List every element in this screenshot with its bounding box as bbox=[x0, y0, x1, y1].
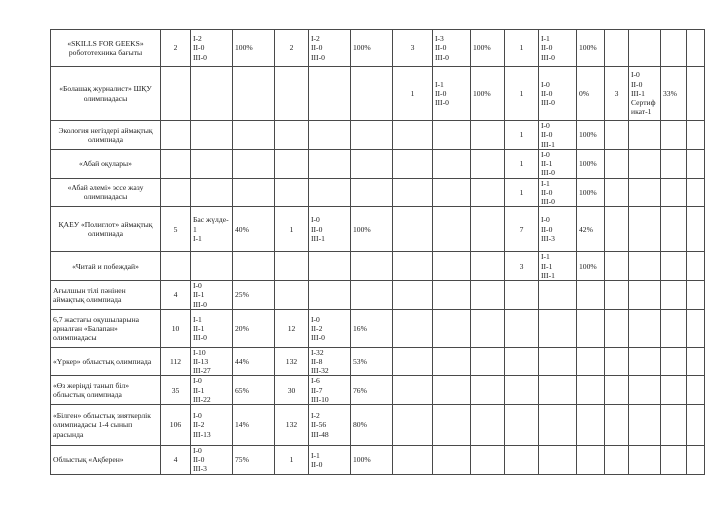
percent-cell bbox=[661, 446, 687, 475]
places-cell bbox=[629, 376, 661, 405]
places-cell: I-2 II-56 III-48 bbox=[309, 405, 351, 446]
percent-cell: 80% bbox=[351, 405, 393, 446]
participants-cell bbox=[393, 376, 433, 405]
table-row bbox=[51, 178, 705, 207]
olympiad-name-cell: «Өз жеріңді танып біл» облыстық олимпиада bbox=[51, 376, 161, 405]
percent-cell: 40% bbox=[233, 207, 275, 252]
percent-cell bbox=[351, 178, 393, 207]
participants-cell bbox=[161, 150, 191, 179]
places-cell bbox=[433, 446, 471, 475]
table-row bbox=[51, 281, 705, 310]
table-cell bbox=[687, 67, 705, 121]
places-cell: I-10 II-13 III-27 bbox=[191, 347, 233, 376]
percent-cell: 100% bbox=[577, 121, 605, 150]
places-cell: I-2 II-0 III-0 bbox=[309, 30, 351, 67]
places-cell bbox=[433, 347, 471, 376]
percent-cell bbox=[351, 121, 393, 150]
places-cell bbox=[191, 67, 233, 121]
percent-cell: 0% bbox=[577, 67, 605, 121]
percent-cell bbox=[233, 67, 275, 121]
percent-cell bbox=[471, 347, 505, 376]
participants-cell bbox=[161, 178, 191, 207]
participants-cell bbox=[605, 347, 629, 376]
participants-cell bbox=[393, 178, 433, 207]
percent-cell bbox=[233, 252, 275, 281]
table-row bbox=[51, 376, 705, 405]
participants-cell: 132 bbox=[275, 405, 309, 446]
participants-cell: 2 bbox=[161, 30, 191, 67]
table-cell bbox=[687, 446, 705, 475]
percent-cell bbox=[471, 376, 505, 405]
percent-cell: 100% bbox=[351, 446, 393, 475]
participants-cell: 1 bbox=[505, 30, 539, 67]
table-cell bbox=[687, 347, 705, 376]
percent-cell bbox=[577, 281, 605, 310]
places-cell: I-1 II-1 III-0 bbox=[191, 309, 233, 347]
places-cell bbox=[191, 178, 233, 207]
places-cell bbox=[191, 121, 233, 150]
places-cell bbox=[629, 446, 661, 475]
table-row bbox=[51, 121, 705, 150]
percent-cell: 100% bbox=[233, 30, 275, 67]
percent-cell bbox=[471, 121, 505, 150]
places-cell: I-1 II-0 bbox=[309, 446, 351, 475]
places-cell: I-32 II-8 III-32 bbox=[309, 347, 351, 376]
percent-cell bbox=[661, 405, 687, 446]
participants-cell bbox=[605, 252, 629, 281]
participants-cell: 1 bbox=[505, 121, 539, 150]
percent-cell: 100% bbox=[471, 67, 505, 121]
olympiad-name-cell: «Болашақ журналист» ШҚУ олимпиадасы bbox=[51, 67, 161, 121]
participants-cell bbox=[393, 309, 433, 347]
places-cell bbox=[539, 281, 577, 310]
places-cell bbox=[629, 30, 661, 67]
places-cell bbox=[629, 252, 661, 281]
percent-cell: 25% bbox=[233, 281, 275, 310]
places-cell: I-0 II-1 III-0 bbox=[191, 281, 233, 310]
places-cell bbox=[309, 252, 351, 281]
percent-cell: 53% bbox=[351, 347, 393, 376]
percent-cell bbox=[471, 252, 505, 281]
percent-cell: 44% bbox=[233, 347, 275, 376]
places-cell bbox=[309, 121, 351, 150]
olympiad-results-table bbox=[50, 29, 705, 475]
olympiad-name-cell: «Читай и побеждай» bbox=[51, 252, 161, 281]
participants-cell: 30 bbox=[275, 376, 309, 405]
participants-cell bbox=[605, 30, 629, 67]
places-cell bbox=[629, 207, 661, 252]
percent-cell bbox=[661, 207, 687, 252]
percent-cell bbox=[351, 150, 393, 179]
participants-cell: 1 bbox=[505, 178, 539, 207]
table-cell bbox=[687, 405, 705, 446]
percent-cell bbox=[233, 178, 275, 207]
places-cell: I-1 II-1 III-1 bbox=[539, 252, 577, 281]
participants-cell bbox=[393, 207, 433, 252]
participants-cell bbox=[161, 121, 191, 150]
places-cell bbox=[433, 252, 471, 281]
percent-cell bbox=[471, 309, 505, 347]
places-cell bbox=[309, 67, 351, 121]
olympiad-name-cell: ҚАЕУ «Полиглот» аймақтық олимпиада bbox=[51, 207, 161, 252]
participants-cell bbox=[393, 150, 433, 179]
places-cell bbox=[433, 405, 471, 446]
participants-cell bbox=[505, 376, 539, 405]
olympiad-name-cell: «Үркер» облыстық олимпиада bbox=[51, 347, 161, 376]
percent-cell bbox=[351, 281, 393, 310]
participants-cell bbox=[605, 207, 629, 252]
percent-cell: 100% bbox=[351, 207, 393, 252]
percent-cell bbox=[577, 347, 605, 376]
participants-cell: 2 bbox=[275, 30, 309, 67]
places-cell bbox=[191, 150, 233, 179]
participants-cell bbox=[393, 446, 433, 475]
participants-cell: 106 bbox=[161, 405, 191, 446]
percent-cell: 100% bbox=[577, 252, 605, 281]
places-cell: I-0 II-2 III-0 bbox=[309, 309, 351, 347]
percent-cell bbox=[471, 405, 505, 446]
table-row bbox=[51, 67, 705, 121]
participants-cell bbox=[275, 178, 309, 207]
places-cell bbox=[539, 347, 577, 376]
olympiad-name-cell: «Абай әлемі» эссе жазу олимпиадасы bbox=[51, 178, 161, 207]
participants-cell bbox=[393, 281, 433, 310]
participants-cell: 1 bbox=[505, 67, 539, 121]
percent-cell bbox=[471, 178, 505, 207]
percent-cell: 20% bbox=[233, 309, 275, 347]
table-cell bbox=[687, 30, 705, 67]
places-cell bbox=[309, 178, 351, 207]
table-row bbox=[51, 405, 705, 446]
participants-cell bbox=[605, 281, 629, 310]
olympiad-name-cell: 6,7 жастағы оқушыларына арналған «Балапан» олимпиадасы bbox=[51, 309, 161, 347]
places-cell bbox=[433, 376, 471, 405]
percent-cell: 100% bbox=[577, 178, 605, 207]
places-cell bbox=[433, 281, 471, 310]
percent-cell bbox=[577, 376, 605, 405]
percent-cell: 65% bbox=[233, 376, 275, 405]
percent-cell bbox=[471, 281, 505, 310]
participants-cell: 1 bbox=[275, 446, 309, 475]
places-cell bbox=[309, 150, 351, 179]
percent-cell bbox=[577, 446, 605, 475]
participants-cell: 5 bbox=[161, 207, 191, 252]
participants-cell: 112 bbox=[161, 347, 191, 376]
participants-cell bbox=[393, 347, 433, 376]
table-cell bbox=[687, 121, 705, 150]
percent-cell bbox=[661, 281, 687, 310]
table-cell bbox=[687, 252, 705, 281]
percent-cell: 100% bbox=[577, 150, 605, 179]
places-cell bbox=[629, 309, 661, 347]
places-cell bbox=[539, 309, 577, 347]
places-cell: I-0 II-0 III-1 Сертификат-1 bbox=[629, 67, 661, 121]
places-cell bbox=[629, 121, 661, 150]
participants-cell: 35 bbox=[161, 376, 191, 405]
participants-cell bbox=[605, 376, 629, 405]
places-cell: I-1 II-0 III-0 bbox=[433, 67, 471, 121]
places-cell bbox=[433, 150, 471, 179]
table-row bbox=[51, 252, 705, 281]
places-cell bbox=[629, 347, 661, 376]
participants-cell bbox=[393, 405, 433, 446]
olympiad-name-cell: «SKILLS FOR GEEKS» робототехника бағыты bbox=[51, 30, 161, 67]
places-cell: Бас жүлде-1 I-1 bbox=[191, 207, 233, 252]
table-cell bbox=[687, 178, 705, 207]
percent-cell bbox=[577, 309, 605, 347]
participants-cell bbox=[605, 446, 629, 475]
places-cell: I-6 II-7 III-10 bbox=[309, 376, 351, 405]
participants-cell: 12 bbox=[275, 309, 309, 347]
percent-cell bbox=[351, 67, 393, 121]
participants-cell: 3 bbox=[393, 30, 433, 67]
percent-cell bbox=[233, 150, 275, 179]
participants-cell bbox=[505, 446, 539, 475]
percent-cell bbox=[661, 252, 687, 281]
participants-cell: 132 bbox=[275, 347, 309, 376]
places-cell: I-2 II-0 III-0 bbox=[191, 30, 233, 67]
participants-cell bbox=[275, 252, 309, 281]
places-cell bbox=[539, 446, 577, 475]
places-cell bbox=[629, 405, 661, 446]
participants-cell: 4 bbox=[161, 446, 191, 475]
places-cell: I-0 II-1 III-22 bbox=[191, 376, 233, 405]
participants-cell: 7 bbox=[505, 207, 539, 252]
table-row bbox=[51, 150, 705, 179]
table-row bbox=[51, 347, 705, 376]
percent-cell bbox=[661, 150, 687, 179]
places-cell bbox=[191, 252, 233, 281]
participants-cell: 10 bbox=[161, 309, 191, 347]
percent-cell: 33% bbox=[661, 67, 687, 121]
places-cell: I-0 II-0 III-1 bbox=[539, 121, 577, 150]
places-cell: I-0 II-0 III-3 bbox=[191, 446, 233, 475]
participants-cell bbox=[161, 67, 191, 121]
participants-cell bbox=[275, 121, 309, 150]
table-cell bbox=[687, 150, 705, 179]
places-cell bbox=[539, 376, 577, 405]
participants-cell bbox=[505, 405, 539, 446]
table-cell bbox=[687, 281, 705, 310]
participants-cell bbox=[505, 281, 539, 310]
participants-cell bbox=[605, 121, 629, 150]
percent-cell: 76% bbox=[351, 376, 393, 405]
percent-cell bbox=[661, 121, 687, 150]
table-row bbox=[51, 207, 705, 252]
places-cell bbox=[539, 405, 577, 446]
percent-cell: 14% bbox=[233, 405, 275, 446]
participants-cell bbox=[161, 252, 191, 281]
participants-cell: 4 bbox=[161, 281, 191, 310]
places-cell: I-1 II-0 III-0 bbox=[539, 178, 577, 207]
percent-cell: 42% bbox=[577, 207, 605, 252]
percent-cell bbox=[661, 178, 687, 207]
percent-cell bbox=[661, 309, 687, 347]
olympiad-name-cell: «Абай оқулары» bbox=[51, 150, 161, 179]
participants-cell: 1 bbox=[275, 207, 309, 252]
olympiad-name-cell: Ағылшын тілі пәнінен аймақтық олимпиада bbox=[51, 281, 161, 310]
participants-cell bbox=[605, 405, 629, 446]
percent-cell bbox=[471, 150, 505, 179]
participants-cell bbox=[275, 281, 309, 310]
table-row bbox=[51, 309, 705, 347]
places-cell bbox=[629, 178, 661, 207]
percent-cell: 16% bbox=[351, 309, 393, 347]
percent-cell bbox=[233, 121, 275, 150]
participants-cell bbox=[505, 309, 539, 347]
places-cell bbox=[433, 178, 471, 207]
percent-cell bbox=[661, 376, 687, 405]
percent-cell: 100% bbox=[471, 30, 505, 67]
participants-cell bbox=[275, 150, 309, 179]
participants-cell: 1 bbox=[505, 150, 539, 179]
table-cell bbox=[687, 376, 705, 405]
places-cell bbox=[309, 281, 351, 310]
olympiad-name-cell: «Білген» облыстық зияткерлік олимпиадасы 1-4 сынып арасында bbox=[51, 405, 161, 446]
participants-cell bbox=[605, 178, 629, 207]
olympiad-name-cell: Экология негіздері аймақтық олимпиада bbox=[51, 121, 161, 150]
table-row bbox=[51, 446, 705, 475]
percent-cell bbox=[661, 347, 687, 376]
places-cell bbox=[433, 207, 471, 252]
participants-cell bbox=[275, 67, 309, 121]
olympiad-name-cell: Облыстық «Ақберен» bbox=[51, 446, 161, 475]
places-cell: I-0 II-0 III-1 bbox=[309, 207, 351, 252]
places-cell bbox=[629, 150, 661, 179]
percent-cell: 100% bbox=[351, 30, 393, 67]
places-cell bbox=[433, 121, 471, 150]
percent-cell bbox=[661, 30, 687, 67]
percent-cell bbox=[471, 207, 505, 252]
participants-cell bbox=[393, 121, 433, 150]
percent-cell bbox=[471, 446, 505, 475]
participants-cell bbox=[605, 309, 629, 347]
participants-cell bbox=[505, 347, 539, 376]
places-cell: I-0 II-0 III-3 bbox=[539, 207, 577, 252]
places-cell bbox=[629, 281, 661, 310]
table-cell bbox=[687, 309, 705, 347]
participants-cell: 3 bbox=[605, 67, 629, 121]
percent-cell: 100% bbox=[577, 30, 605, 67]
participants-cell: 3 bbox=[505, 252, 539, 281]
participants-cell bbox=[605, 150, 629, 179]
places-cell: I-3 II-0 III-0 bbox=[433, 30, 471, 67]
percent-cell bbox=[351, 252, 393, 281]
table-cell bbox=[687, 207, 705, 252]
places-cell: I-0 II-2 III-13 bbox=[191, 405, 233, 446]
places-cell: I-0 II-0 III-0 bbox=[539, 67, 577, 121]
places-cell bbox=[433, 309, 471, 347]
table-row bbox=[51, 30, 705, 67]
participants-cell bbox=[393, 252, 433, 281]
percent-cell: 75% bbox=[233, 446, 275, 475]
participants-cell: 1 bbox=[393, 67, 433, 121]
percent-cell bbox=[577, 405, 605, 446]
places-cell: I-1 II-0 III-0 bbox=[539, 30, 577, 67]
places-cell: I-0 II-1 III-0 bbox=[539, 150, 577, 179]
